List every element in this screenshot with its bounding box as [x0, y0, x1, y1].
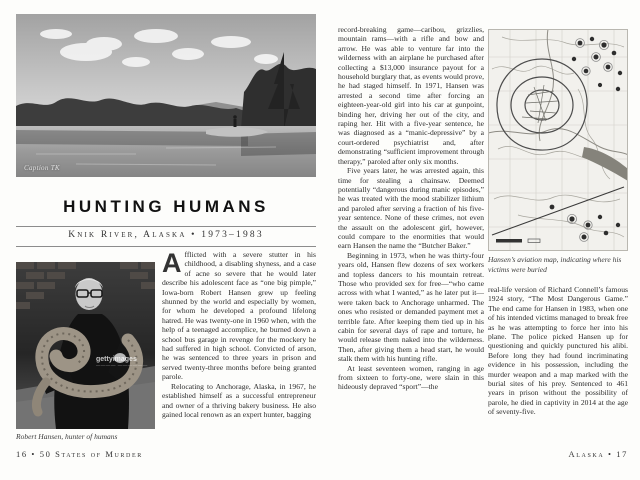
chapter-subtitle: Knik River, Alaska • 1973–1983 — [68, 230, 264, 240]
title-rule-top — [16, 226, 316, 227]
right-page-column-1 — [338, 25, 484, 392]
portrait-illustration — [16, 262, 155, 429]
body-paragraph: At least seventeen women, ranging in age from sixteen to forty-one, were slain in this hideously depraved “sport”—the — [338, 363, 484, 392]
getty-watermark-text: gettyimages — [96, 356, 137, 363]
paragraph-text: fflicted with a severe stutter in his childhood, a disabling shyness, and a case of acne so severe that he would later describe his adolescent face as “one big pimple,” Iowa-born Robert Hansen grew up feeling shunned by the world and especially by women, for whom he developed a profound lifelong hatred. He was twenty-one in 1960 when, with the help of a teenaged accomplice, he burned down a school bus garage in revenge for the mockery he had suffered in high school. Convicted of arson, he was sentenced to three years in prison and served twenty-three months before being granted parole. — [162, 250, 316, 382]
body-paragraph — [162, 250, 316, 382]
river-photo — [16, 14, 316, 177]
aviation-map-image — [488, 29, 628, 251]
body-paragraph: real-life version of Richard Connell’s famous 1924 story, “The Most Dangerous Game.” The end came for Hansen in 1983, when one of his intended victims managed to break free as he was attempting to force her into his plane. The police picked Hansen up for questioning and quickly punctured his alibi. Before long they had found incriminating evidence in his possession, including the murder weapon and a map marked with the burial sites of his prey. Sentenced to 461 years in prison without the possibility of parole, he died in captivity in 2014 at the age of seventy-five. — [488, 285, 628, 417]
portrait-photo — [16, 262, 155, 429]
river-photo-illustration — [16, 14, 316, 177]
getty-credit-line: ———— —————— — [96, 363, 148, 368]
title-rule-bottom — [16, 246, 316, 247]
page-title: HUNTING HUMANS — [63, 197, 269, 216]
map-caption: Hansen’s aviation map, indicating where his victims were buried — [488, 255, 622, 274]
body-paragraph: record-breaking game—caribou, grizzlies, mountain rams—with a rifle and bow and arrow. He was able to venture far into the wilderness with an airplane he purchased after collecting a $13,000 insurance payout for a household burglary that, as events would prove, he had staged himself. In 1971, Hansen was arrested a second time after forcing an eighteen-year-old girl into his car at gunpoint, binding her, driving her out of the city, and raping her. Hit with a five-year sentence, he was diagnosed as a “manic-depressive” by a court-ordered psychiatrist and, after demonstrating “sufficient improvement through therapy,” paroled after only six months. — [338, 25, 484, 166]
left-page-text-column — [162, 250, 316, 419]
dropcap: A — [162, 248, 182, 278]
aviation-map-illustration — [488, 29, 628, 251]
body-paragraph: Relocating to Anchorage, Alaska, in 1967, he established himself as a successful entrepreneur and owner of a thriving bakery business. He also gained local renown as an expert hunter, bagging — [162, 381, 316, 419]
body-paragraph: Beginning in 1973, when he was thirty-four years old, Hansen flew dozens of sex workers and topless dancers to his mountain retreat. Those who provided sex for free—“who came across with what I wanted,” as he later put it—were taken back to Anchorage unharmed. The ones who resisted or demanded payment met a terrible fate. After keeping them tied up in his cabin for several days of rape and torture, he would release them naked into the wilderness. Then, after giving them a head start, he would stalk them with his hunting rifle. — [338, 250, 484, 364]
body-paragraph: Five years later, he was arrested again, this time for stealing a chainsaw. Deemed potentially “dangerous during manic episodes,” he was treated with the mood stabilizer lithium and paroled after serving a fraction of his five-year sentence. None of these crimes, not even the assault on the adolescent girl, however, could compare to the enormities that would earn Hansen the name the “Butcher Baker.” — [338, 166, 484, 251]
hero-photo-caption: Caption TK — [24, 164, 60, 172]
right-page-column-2 — [488, 25, 628, 417]
getty-watermark — [96, 356, 148, 368]
page-footer-left: 16 • 50 States of Murder — [16, 449, 143, 459]
portrait-caption: Robert Hansen, hunter of humans — [16, 432, 118, 441]
page-footer-right: Alaska • 17 — [568, 449, 628, 459]
